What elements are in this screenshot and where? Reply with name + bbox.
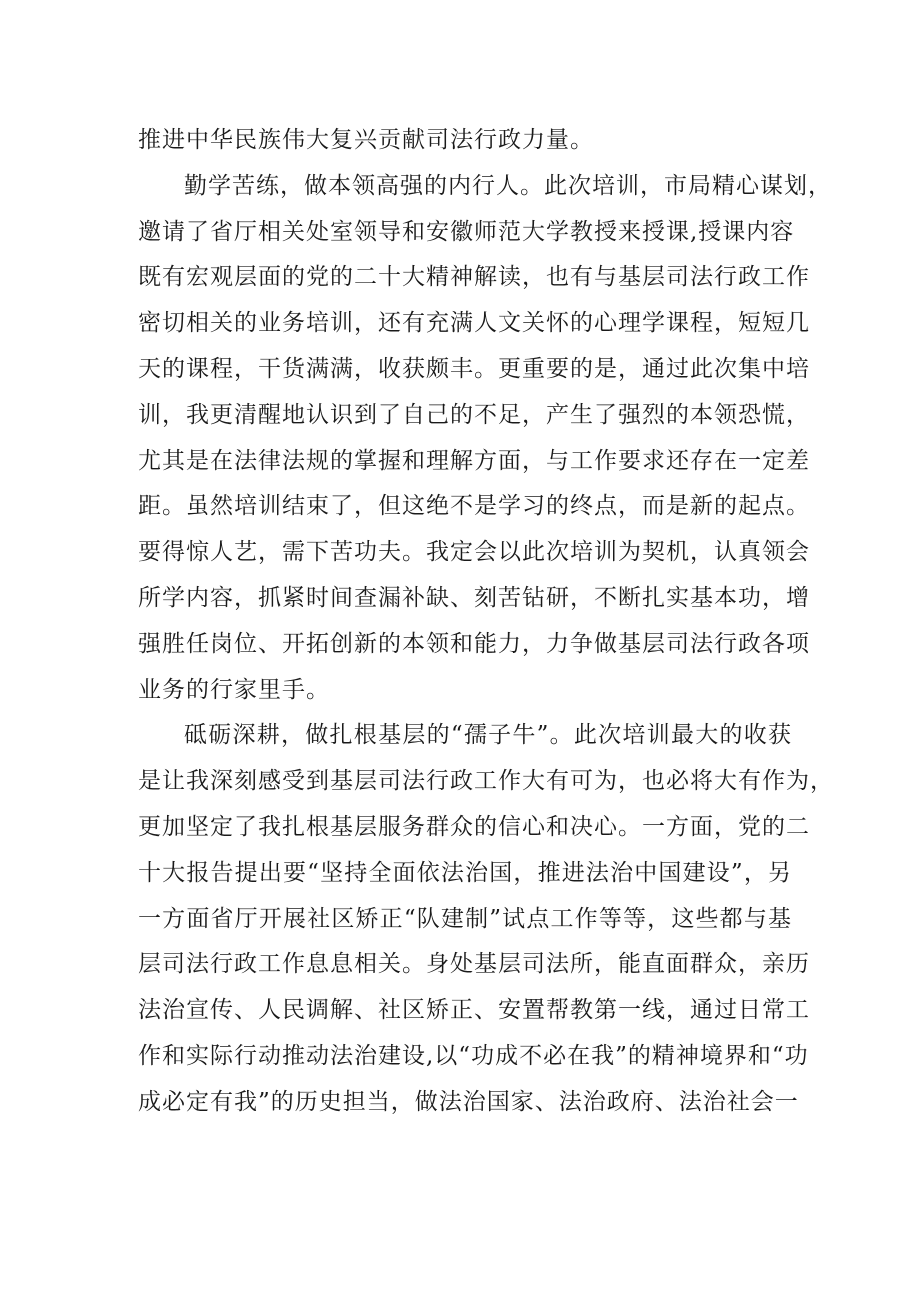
paragraph-line: 更加坚定了我扎根基层服务群众的信心和决心。一方面，党的二	[138, 813, 810, 840]
paragraph-line: 既有宏观层面的党的二十大精神解读，也有与基层司法行政工作	[138, 264, 810, 291]
paragraph-line: 业务的行家里手。	[138, 676, 330, 703]
paragraph-line: 天的课程，干货满满，收获颇丰。更重要的是，通过此次集中培	[138, 355, 810, 382]
document-body	[138, 118, 834, 1126]
paragraph-line: 法治宣传、人民调解、社区矫正、安置帮教第一线，通过日常工	[138, 997, 810, 1024]
paragraph-line: 作和实际行动推动法治建设,以“功成不必在我”的精神境界和“功	[138, 1042, 809, 1069]
paragraph-line: 是让我深刻感受到基层司法行政工作大有可为，也必将大有作为，	[138, 768, 834, 795]
paragraph-line: 层司法行政工作息息相关。身处基层司法所，能直面群众，亲历	[138, 951, 810, 978]
paragraph-line: 推进中华民族伟大复兴贡献司法行政力量。	[138, 127, 594, 153]
paragraph-line: 所学内容，抓紧时间查漏补缺、刻苦钻研，不断扎实基本功，增	[138, 584, 810, 611]
paragraph-line: 十大报告提出要“坚持全面依法治国，推进法治中国建设”，另	[138, 859, 792, 886]
paragraph-line: 一方面省厅开展社区矫正“队建制”试点工作等等，这些都与基	[138, 905, 792, 932]
paragraph-line: 距。虽然培训结束了，但这绝不是学习的终点，而是新的起点。	[138, 493, 810, 520]
paragraph-line: 密切相关的业务培训，还有充满人文关怀的心理学课程，短短几	[138, 310, 810, 337]
paragraph-line: 尤其是在法律法规的掌握和理解方面，与工作要求还存在一定差	[138, 447, 810, 474]
paragraph-line: 砥砺深耕，做扎根基层的“孺子牛”。此次培训最大的收获	[184, 722, 792, 749]
paragraph-line: 成必定有我”的历史担当，做法治国家、法治政府、法治社会一	[138, 1088, 799, 1115]
paragraph-line: 训，我更清醒地认识到了自己的不足，产生了强烈的本领恐慌，	[138, 401, 810, 428]
paragraph-line: 勤学苦练，做本领高强的内行人。此次培训，市局精心谋划，	[184, 172, 832, 199]
paragraph-line: 邀请了省厅相关处室领导和安徽师范大学教授来授课,授课内容	[138, 218, 795, 245]
paragraph-line: 要得惊人艺，需下苦功夫。我定会以此次培训为契机，认真领会	[138, 539, 810, 566]
paragraph-line: 强胜任岗位、开拓创新的本领和能力，力争做基层司法行政各项	[138, 630, 810, 657]
